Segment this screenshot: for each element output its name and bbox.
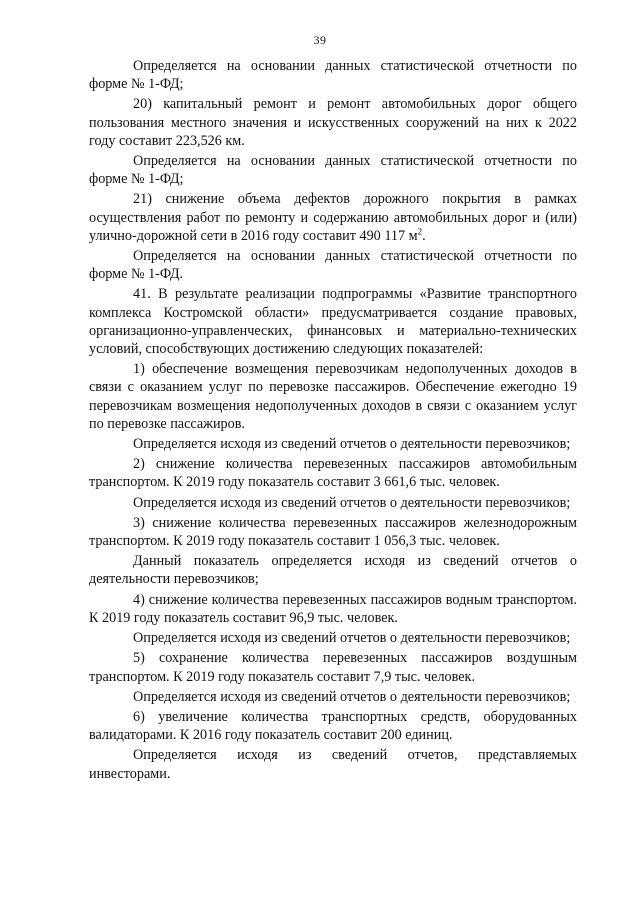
paragraph <box>89 152 577 188</box>
paragraph-text: Определяется исходя из сведений отчетов о деятельности перевозчиков; <box>133 688 571 705</box>
paragraph <box>89 95 577 150</box>
paragraph <box>89 688 577 706</box>
paragraph-text: Определяется на основании данных статистической отчетности по форме № 1-ФД. <box>89 248 577 283</box>
paragraph-text: 20) капитальный ремонт и ремонт автомобильных дорог общего пользования местного значения и искусственных сооружений на них к 2022 году составит 223,526 км. <box>89 96 577 149</box>
paragraph-text: 6) увеличение количества транспортных средств, оборудованных валидаторами. К 2016 году показатель составит 200 единиц. <box>89 708 577 744</box>
paragraph-text: 5) сохранение количества перевезенных пассажиров воздушным транспортом. К 2019 году показатель составит 7,9 тыс. человек. <box>89 650 577 685</box>
paragraph <box>89 708 577 744</box>
paragraph <box>89 247 577 283</box>
paragraph-text: 41. В результате реализации подпрограммы «Развитие транспортного комплекса Костромской области» предусматривается создание правовых, организационно-управленческих, финансовых и материально-технических условий, способствующих достижению следующих показателей: <box>89 286 577 358</box>
paragraph <box>89 435 577 453</box>
superscript: 2 <box>417 226 423 237</box>
paragraph-text: Определяется исходя из сведений отчетов, представляемых инвесторами. <box>89 747 577 782</box>
paragraph-text: Данный показатель определяется исходя из сведений отчетов о деятельности перевозчиков; <box>89 553 577 588</box>
paragraph <box>89 629 577 647</box>
paragraph-text: 3) снижение количества перевезенных пассажиров железнодорожным транспортом. К 2019 году показатель составит 1 056,3 тыс. человек. <box>89 514 577 550</box>
paragraph <box>89 514 577 550</box>
page-number: 39 <box>313 33 327 47</box>
paragraph <box>89 494 577 512</box>
paragraph-text: 2) снижение количества перевезенных пассажиров автомобильным транспортом. К 2019 году показатель составит 3 661,6 тыс. человек. <box>89 456 577 491</box>
paragraph-text: Определяется исходя из сведений отчетов о деятельности перевозчиков; <box>133 436 571 453</box>
paragraph <box>89 360 577 433</box>
paragraph <box>89 190 577 245</box>
paragraph <box>89 57 577 93</box>
paragraph-text: 4) снижение количества перевезенных пассажиров водным транспортом. К 2019 году показатель составит 96,9 тыс. человек. <box>89 591 577 626</box>
paragraph-text: 1) обеспечение возмещения перевозчикам недополученных доходов в связи с оказанием услуг по перевозке пассажиров. Обеспечение ежегодно 19 перевозчикам возмещения недополученных доходов в связи с оказанием услуг по перевозке пассажиров. <box>89 361 577 432</box>
paragraph-text: Определяется исходя из сведений отчетов о деятельности перевозчиков; <box>133 630 571 647</box>
document-body <box>89 57 577 783</box>
paragraph-text: 21) снижение объема дефектов дорожного покрытия в рамках осуществления работ по ремонту и содержанию автомобильных дорог и (или) улично-дорожной сети в 2016 году составит 490 117 м <box>89 191 577 244</box>
paragraph <box>89 746 577 782</box>
paragraph <box>89 285 577 358</box>
paragraph <box>89 591 577 627</box>
paragraph <box>89 649 577 685</box>
paragraph-text: Определяется исходя из сведений отчетов о деятельности перевозчиков; <box>133 494 571 511</box>
paragraph-tail: . <box>422 227 426 244</box>
paragraph-text: Определяется на основании данных статистической отчетности по форме № 1-ФД; <box>89 58 577 93</box>
paragraph <box>89 455 577 491</box>
paragraph <box>89 552 577 588</box>
paragraph-text: Определяется на основании данных статистической отчетности по форме № 1-ФД; <box>89 153 577 188</box>
